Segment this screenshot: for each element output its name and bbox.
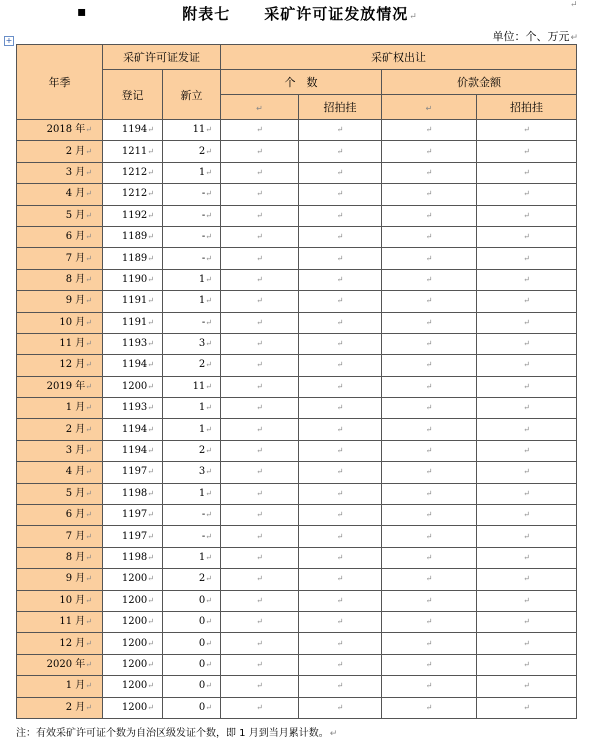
cell-period: 10 月↵ <box>17 312 103 333</box>
cell-registered: 1198↵ <box>103 483 163 504</box>
cell-price: ↵ <box>382 611 477 632</box>
cell-auction-count: ↵ <box>299 590 382 611</box>
cell-registered: 1200↵ <box>103 611 163 632</box>
cell-count: ↵ <box>221 505 299 526</box>
cell-period: 3 月↵ <box>17 162 103 183</box>
cell-count: ↵ <box>221 291 299 312</box>
cell-registered: 1197↵ <box>103 526 163 547</box>
cell-price: ↵ <box>382 141 477 162</box>
cell-auction-price: ↵ <box>477 269 577 290</box>
table-row <box>17 141 577 162</box>
cell-period: 6 月↵ <box>17 226 103 247</box>
cell-auction-count: ↵ <box>299 654 382 675</box>
cell-count: ↵ <box>221 440 299 461</box>
cell-registered: 1194↵ <box>103 120 163 141</box>
header-period: 年季 <box>17 45 103 120</box>
cell-period: 2020 年↵ <box>17 654 103 675</box>
cell-price: ↵ <box>382 291 477 312</box>
cell-registered: 1200↵ <box>103 633 163 654</box>
cell-auction-price: ↵ <box>477 312 577 333</box>
cell-auction-count: ↵ <box>299 205 382 226</box>
cell-new: 1↵ <box>163 547 221 568</box>
cell-price: ↵ <box>382 120 477 141</box>
cell-registered: 1200↵ <box>103 590 163 611</box>
cell-new: 2↵ <box>163 141 221 162</box>
cell-registered: 1191↵ <box>103 312 163 333</box>
table-row <box>17 398 577 419</box>
cell-count: ↵ <box>221 120 299 141</box>
cell-period: 10 月↵ <box>17 590 103 611</box>
table-row <box>17 419 577 440</box>
cell-registered: 1197↵ <box>103 462 163 483</box>
cell-auction-count: ↵ <box>299 440 382 461</box>
cell-period: 5 月↵ <box>17 483 103 504</box>
cell-count: ↵ <box>221 419 299 440</box>
cell-auction-count: ↵ <box>299 248 382 269</box>
header-auction-price: 招拍挂 <box>477 95 577 120</box>
cell-price: ↵ <box>382 697 477 718</box>
cell-count: ↵ <box>221 676 299 697</box>
table-row <box>17 440 577 461</box>
table-row <box>17 376 577 397</box>
cell-price: ↵ <box>382 440 477 461</box>
cell-new: 0↵ <box>163 590 221 611</box>
cell-count: ↵ <box>221 162 299 183</box>
table-row <box>17 312 577 333</box>
table-row <box>17 505 577 526</box>
cell-new: -↵ <box>163 205 221 226</box>
header-auction-count: 招拍挂 <box>299 95 382 120</box>
page-title <box>0 3 600 24</box>
cell-registered: 1197↵ <box>103 505 163 526</box>
cell-auction-price: ↵ <box>477 248 577 269</box>
cell-period: 7 月↵ <box>17 526 103 547</box>
cell-registered: 1189↵ <box>103 226 163 247</box>
cell-registered: 1189↵ <box>103 248 163 269</box>
cell-new: 2↵ <box>163 440 221 461</box>
cell-registered: 1190↵ <box>103 269 163 290</box>
table-body <box>17 120 577 719</box>
cell-price: ↵ <box>382 569 477 590</box>
cell-price: ↵ <box>382 312 477 333</box>
header-count-blank: ↵ <box>221 95 299 120</box>
table-row <box>17 697 577 718</box>
table-move-handle-icon[interactable]: + <box>5 36 13 45</box>
cell-auction-price: ↵ <box>477 697 577 718</box>
cell-auction-price: ↵ <box>477 440 577 461</box>
cell-period: 2 月↵ <box>17 419 103 440</box>
cell-period: 8 月↵ <box>17 269 103 290</box>
cell-auction-price: ↵ <box>477 676 577 697</box>
table-row <box>17 569 577 590</box>
cell-price: ↵ <box>382 547 477 568</box>
cell-registered: 1198↵ <box>103 547 163 568</box>
cell-price: ↵ <box>382 248 477 269</box>
cell-new: -↵ <box>163 312 221 333</box>
cell-new: -↵ <box>163 226 221 247</box>
cell-price: ↵ <box>382 419 477 440</box>
cell-auction-price: ↵ <box>477 162 577 183</box>
cell-new: 1↵ <box>163 162 221 183</box>
table-row <box>17 248 577 269</box>
cell-count: ↵ <box>221 483 299 504</box>
header-new: 新立 <box>163 70 221 120</box>
cell-price: ↵ <box>382 205 477 226</box>
cell-count: ↵ <box>221 226 299 247</box>
cell-count: ↵ <box>221 333 299 354</box>
cell-auction-price: ↵ <box>477 419 577 440</box>
cell-auction-price: ↵ <box>477 205 577 226</box>
cell-period: 12 月↵ <box>17 633 103 654</box>
list-bullet: ▪ <box>77 4 87 20</box>
table-row <box>17 226 577 247</box>
cell-count: ↵ <box>221 569 299 590</box>
cell-registered: 1193↵ <box>103 333 163 354</box>
table-row <box>17 526 577 547</box>
cell-count: ↵ <box>221 611 299 632</box>
cell-new: 3↵ <box>163 462 221 483</box>
table-row <box>17 633 577 654</box>
cell-auction-count: ↵ <box>299 355 382 376</box>
cell-period: 2 月↵ <box>17 141 103 162</box>
cell-price: ↵ <box>382 633 477 654</box>
cell-registered: 1200↵ <box>103 376 163 397</box>
cell-price: ↵ <box>382 355 477 376</box>
cell-count: ↵ <box>221 184 299 205</box>
cell-new: 1↵ <box>163 269 221 290</box>
header-transfer-group: 采矿权出让 <box>221 45 577 70</box>
cell-auction-count: ↵ <box>299 162 382 183</box>
unit-label: 单位：个、万元↵ <box>492 30 578 43</box>
cell-new: 1↵ <box>163 291 221 312</box>
cell-auction-price: ↵ <box>477 547 577 568</box>
cell-price: ↵ <box>382 398 477 419</box>
cell-auction-price: ↵ <box>477 654 577 675</box>
table-row <box>17 269 577 290</box>
cell-new: -↵ <box>163 184 221 205</box>
table-row <box>17 676 577 697</box>
cell-auction-count: ↵ <box>299 526 382 547</box>
cell-auction-count: ↵ <box>299 120 382 141</box>
cell-period: 9 月↵ <box>17 291 103 312</box>
cell-new: 0↵ <box>163 633 221 654</box>
cell-registered: 1200↵ <box>103 697 163 718</box>
cell-price: ↵ <box>382 333 477 354</box>
paragraph-mark-icon: ↵ <box>570 0 578 10</box>
cell-price: ↵ <box>382 654 477 675</box>
cell-count: ↵ <box>221 269 299 290</box>
table-row <box>17 120 577 141</box>
cell-registered: 1212↵ <box>103 184 163 205</box>
cell-count: ↵ <box>221 141 299 162</box>
cell-auction-count: ↵ <box>299 505 382 526</box>
cell-new: -↵ <box>163 248 221 269</box>
cell-period: 3 月↵ <box>17 440 103 461</box>
cell-auction-count: ↵ <box>299 462 382 483</box>
cell-registered: 1194↵ <box>103 355 163 376</box>
cell-price: ↵ <box>382 676 477 697</box>
cell-new: 0↵ <box>163 654 221 675</box>
title-prefix: 附表七 <box>182 5 231 23</box>
header-count: 个 数 <box>221 70 382 95</box>
cell-count: ↵ <box>221 398 299 419</box>
cell-period: 12 月↵ <box>17 355 103 376</box>
table-row <box>17 462 577 483</box>
cell-auction-price: ↵ <box>477 633 577 654</box>
cell-period: 11 月↵ <box>17 333 103 354</box>
cell-auction-price: ↵ <box>477 141 577 162</box>
cell-count: ↵ <box>221 547 299 568</box>
cell-new: 0↵ <box>163 697 221 718</box>
cell-period: 6 月↵ <box>17 505 103 526</box>
cell-count: ↵ <box>221 355 299 376</box>
cell-auction-count: ↵ <box>299 569 382 590</box>
cell-auction-price: ↵ <box>477 398 577 419</box>
cell-auction-count: ↵ <box>299 419 382 440</box>
cell-price: ↵ <box>382 526 477 547</box>
cell-count: ↵ <box>221 248 299 269</box>
cell-registered: 1194↵ <box>103 419 163 440</box>
cell-auction-price: ↵ <box>477 355 577 376</box>
cell-auction-price: ↵ <box>477 462 577 483</box>
cell-price: ↵ <box>382 184 477 205</box>
cell-period: 8 月↵ <box>17 547 103 568</box>
cell-auction-price: ↵ <box>477 291 577 312</box>
cell-count: ↵ <box>221 312 299 333</box>
cell-period: 7 月↵ <box>17 248 103 269</box>
cell-new: 2↵ <box>163 355 221 376</box>
table-row <box>17 162 577 183</box>
cell-period: 2019 年↵ <box>17 376 103 397</box>
cell-auction-price: ↵ <box>477 526 577 547</box>
cell-auction-count: ↵ <box>299 333 382 354</box>
cell-period: 5 月↵ <box>17 205 103 226</box>
cell-auction-count: ↵ <box>299 483 382 504</box>
cell-count: ↵ <box>221 205 299 226</box>
title-main: 采矿许可证发放情况 <box>264 5 409 23</box>
cell-new: 11↵ <box>163 120 221 141</box>
cell-count: ↵ <box>221 590 299 611</box>
header-license-group: 采矿许可证发证 <box>103 45 221 70</box>
cell-price: ↵ <box>382 590 477 611</box>
cell-registered: 1211↵ <box>103 141 163 162</box>
cell-auction-price: ↵ <box>477 569 577 590</box>
cell-count: ↵ <box>221 633 299 654</box>
cell-period: 1 月↵ <box>17 676 103 697</box>
header-price: 价款金额 <box>382 70 577 95</box>
cell-registered: 1200↵ <box>103 676 163 697</box>
cell-price: ↵ <box>382 462 477 483</box>
cell-auction-count: ↵ <box>299 676 382 697</box>
table-row <box>17 355 577 376</box>
cell-auction-price: ↵ <box>477 483 577 504</box>
cell-new: 1↵ <box>163 483 221 504</box>
cell-new: 2↵ <box>163 569 221 590</box>
cell-auction-price: ↵ <box>477 184 577 205</box>
cell-auction-count: ↵ <box>299 184 382 205</box>
cell-auction-price: ↵ <box>477 333 577 354</box>
cell-price: ↵ <box>382 226 477 247</box>
cell-auction-price: ↵ <box>477 611 577 632</box>
cell-period: 4 月↵ <box>17 462 103 483</box>
license-table <box>16 44 577 719</box>
cell-auction-count: ↵ <box>299 376 382 397</box>
cell-auction-count: ↵ <box>299 269 382 290</box>
header-price-blank: ↵ <box>382 95 477 120</box>
table-row <box>17 291 577 312</box>
cell-auction-count: ↵ <box>299 547 382 568</box>
cell-auction-price: ↵ <box>477 226 577 247</box>
cell-period: 2 月↵ <box>17 697 103 718</box>
cell-count: ↵ <box>221 526 299 547</box>
cell-new: 3↵ <box>163 333 221 354</box>
cell-period: 11 月↵ <box>17 611 103 632</box>
header-registered: 登记 <box>103 70 163 120</box>
table-row <box>17 333 577 354</box>
table-row <box>17 547 577 568</box>
cell-registered: 1200↵ <box>103 654 163 675</box>
cell-price: ↵ <box>382 505 477 526</box>
cell-registered: 1191↵ <box>103 291 163 312</box>
cell-new: -↵ <box>163 505 221 526</box>
cell-auction-count: ↵ <box>299 398 382 419</box>
cell-count: ↵ <box>221 654 299 675</box>
table-row <box>17 611 577 632</box>
cell-auction-count: ↵ <box>299 226 382 247</box>
cell-price: ↵ <box>382 376 477 397</box>
cell-new: 0↵ <box>163 611 221 632</box>
cell-price: ↵ <box>382 269 477 290</box>
cell-auction-price: ↵ <box>477 505 577 526</box>
cell-period: 4 月↵ <box>17 184 103 205</box>
cell-count: ↵ <box>221 462 299 483</box>
cell-auction-price: ↵ <box>477 376 577 397</box>
cell-count: ↵ <box>221 376 299 397</box>
cell-registered: 1200↵ <box>103 569 163 590</box>
cell-registered: 1192↵ <box>103 205 163 226</box>
footnote: 注：有效采矿许可证个数为自治区级发证个数，即 1 月到当月累计数。↵ <box>16 728 338 739</box>
cell-new: 1↵ <box>163 419 221 440</box>
cell-registered: 1212↵ <box>103 162 163 183</box>
cell-new: 0↵ <box>163 676 221 697</box>
table-row <box>17 590 577 611</box>
cell-new: -↵ <box>163 526 221 547</box>
cell-new: 1↵ <box>163 398 221 419</box>
cell-auction-price: ↵ <box>477 590 577 611</box>
paragraph-mark-icon: ↵ <box>409 12 418 22</box>
cell-auction-count: ↵ <box>299 611 382 632</box>
cell-auction-count: ↵ <box>299 312 382 333</box>
cell-registered: 1193↵ <box>103 398 163 419</box>
cell-period: 1 月↵ <box>17 398 103 419</box>
cell-price: ↵ <box>382 483 477 504</box>
table-row <box>17 654 577 675</box>
cell-auction-count: ↵ <box>299 633 382 654</box>
cell-count: ↵ <box>221 697 299 718</box>
table-row <box>17 205 577 226</box>
table-row <box>17 483 577 504</box>
cell-auction-count: ↵ <box>299 141 382 162</box>
table-row <box>17 184 577 205</box>
cell-period: 2018 年↵ <box>17 120 103 141</box>
cell-auction-count: ↵ <box>299 697 382 718</box>
cell-period: 9 月↵ <box>17 569 103 590</box>
cell-auction-count: ↵ <box>299 291 382 312</box>
cell-new: 11↵ <box>163 376 221 397</box>
cell-auction-price: ↵ <box>477 120 577 141</box>
cell-price: ↵ <box>382 162 477 183</box>
cell-registered: 1194↵ <box>103 440 163 461</box>
